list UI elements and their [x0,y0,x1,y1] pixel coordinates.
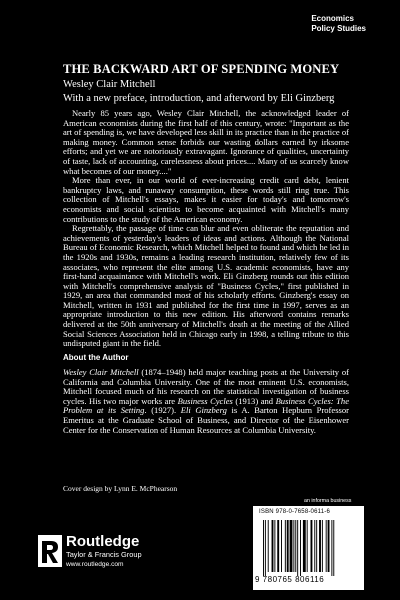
about-text-2: (1913) and [232,395,276,406]
publisher-block [66,534,142,569]
work-2: Business Cycles: The Problem at its Setting [63,395,349,416]
description-paragraph-3: Regrettably, the passage of time can blur and even obliterate the reputation and achievements of yesterday's leaders of ideas and actions. Although the National Bureau of Economic Research, which Mitchell helped to found and which he led in the 1920s and 1930s, remains a leading research institution, relatively few of its associates, who represent the elite among U.S. academic economists, have any first-hand acquaintance with Mitchell's work. Eli Ginzberg rounds out this edition with Mitchell's comprehensive analysis of "Business Cycles," first published in 1929, an area that commanded most of his scholarly efforts. Ginzberg's essay on Mitchell, written in 1931 and published for the first time in 1997, serves as an appropriate introduction to this new edition. His afterword contains remarks delivered at the 50th anniversary of Mitchell's death at the meeting of the Allied Social Sciences Association held in Chicago early in 1998, a telling tribute to this undisputed giant in the field. [63,223,349,349]
description-text [63,109,349,349]
routledge-logo-icon [38,535,62,567]
about-author-text [63,368,349,435]
about-text-4: is A. Barton Hepburn Professor Emeritus at the Graduate School of Business, and Director of the Eisenhower Center for the Conservation of Human Resources at Columbia University. [63,405,349,435]
barcode-box [253,506,364,590]
cover-design-credit: Cover design by Lynn E. McPhearson [63,484,178,493]
author-name: Wesley Clair Mitchell [63,367,139,377]
publisher-name: Routledge [66,533,140,550]
barcode-icon [263,520,355,576]
publisher-group: Taylor & Francis Group [66,550,142,559]
about-author-paragraph [63,368,349,435]
description-paragraph-2: More than ever, in our world of ever-increasing credit card debt, lenient bankruptcy laws, and runaway consumption, these words still ring true. This collection of Mitchell's essays, makes it easier for today's and tomorrow's economists and social scientists to become acquainted with Mitchell's many contributions to the study of the American economy. [63,175,349,224]
informa-tagline: an informa business [304,498,352,504]
about-author-heading: About the Author [63,353,129,362]
publisher-url: www.routledge.com [66,561,124,568]
about-text-3: . (1927). [144,405,181,416]
work-1: Business Cycles [177,395,233,406]
series-line-2: Policy Studies [311,24,366,33]
editor-name: Eli Ginzberg [180,405,227,416]
preface-line: With a new preface, introduction, and afterword by Eli Ginzberg [63,93,335,104]
description-paragraph-1: Nearly 85 years ago, Wesley Clair Mitchell, the acknowledged leader of American economists during the first half of this century, wrote: "Important as the art of spending is, we have developed less skill in its practice than in the practice of making money. Common sense forbids our wasting dollars earned by irksome efforts; and yet we are notoriously extravagant. Ignorance of qualities, uncertainty of taste, lack of accounting, carelessness about prices.... Many of us scarcely know what becomes of our money...." [63,108,349,176]
book-author: Wesley Clair Mitchell [63,79,156,90]
isbn-label: ISBN 978-0-7658-0611-6 [259,509,330,515]
about-text-1: (1874–1948) held major teaching posts at the University of California and Columbia University. One of the most eminent U.S. economists, Mitchell focused much of his research on the statistical investigation of business cycles. His two major works are [63,367,350,406]
book-title: THE BACKWARD ART OF SPENDING MONEY [63,62,340,76]
series-label [311,14,366,34]
barcode-number: 9 780765 806116 [255,575,325,584]
series-line-1: Economics [311,14,354,23]
